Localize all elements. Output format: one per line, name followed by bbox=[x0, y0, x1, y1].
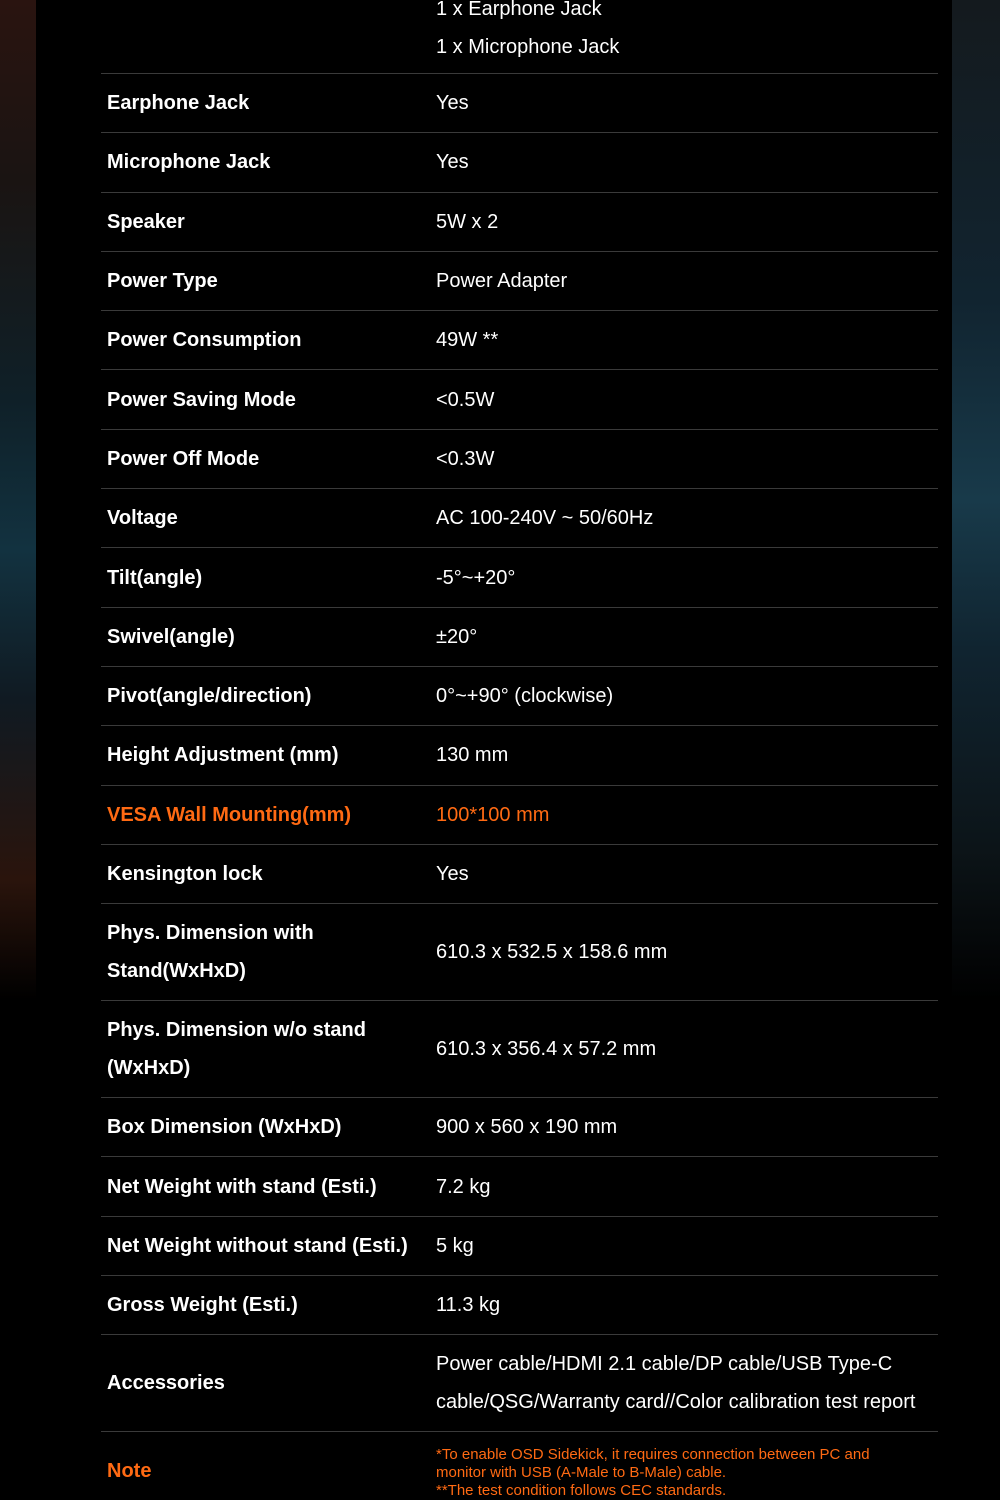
spec-label: Phys. Dimension with Stand(WxHxD) bbox=[107, 922, 314, 983]
spec-row-note bbox=[101, 1432, 938, 1500]
spec-value: <0.5W bbox=[436, 388, 495, 411]
spec-row-swivel bbox=[101, 608, 938, 667]
spec-row-vesa-wall-mounting bbox=[101, 786, 938, 845]
spec-value: 5 kg bbox=[436, 1234, 474, 1257]
background-glow-right bbox=[952, 0, 1000, 1000]
spec-label: Speaker bbox=[107, 210, 185, 233]
spec-value bbox=[436, 0, 938, 66]
spec-row-height-adjustment bbox=[101, 726, 938, 785]
spec-label: Power Type bbox=[107, 270, 218, 293]
spec-value: Yes bbox=[436, 863, 469, 885]
spec-row-box-dimension bbox=[101, 1098, 938, 1157]
spec-row-dimension-with-stand bbox=[101, 904, 938, 1001]
spec-label: Power Consumption bbox=[107, 329, 302, 352]
spec-value: 900 x 560 x 190 mm bbox=[436, 1116, 618, 1139]
spec-value: 49W ** bbox=[436, 329, 499, 352]
spec-value: 5W x 2 bbox=[436, 210, 499, 233]
spec-value: 610.3 x 356.4 x 57.2 mm bbox=[436, 1038, 657, 1061]
spec-row-dimension-without-stand bbox=[101, 1001, 938, 1098]
spec-row-net-weight-with-stand bbox=[101, 1157, 938, 1216]
spec-value-line: 1 x Microphone Jack bbox=[436, 36, 620, 58]
spec-label: Earphone Jack bbox=[107, 92, 250, 115]
spec-row-earphone-jack bbox=[101, 74, 938, 133]
spec-value: <0.3W bbox=[436, 447, 495, 470]
note-line: monitor with USB (A-Male to B-Male) cable. bbox=[436, 1464, 727, 1482]
spec-label: Net Weight without stand (Esti.) bbox=[107, 1234, 408, 1257]
spec-label: Power Saving Mode bbox=[107, 388, 296, 411]
spec-label: Microphone Jack bbox=[107, 151, 271, 174]
spec-row-power-saving-mode bbox=[101, 370, 938, 429]
spec-value: 7.2 kg bbox=[436, 1175, 491, 1198]
note-text bbox=[436, 1432, 938, 1500]
spec-value: Power Adapter bbox=[436, 270, 568, 293]
spec-label: Box Dimension (WxHxD) bbox=[107, 1116, 342, 1139]
spec-label: Voltage bbox=[107, 507, 178, 530]
spec-value: 11.3 kg bbox=[436, 1294, 501, 1317]
spec-value: ±20° bbox=[436, 625, 478, 648]
spec-value: 0°~+90° (clockwise) bbox=[436, 685, 614, 708]
spec-row-voltage bbox=[101, 489, 938, 548]
spec-label: VESA Wall Mounting(mm) bbox=[107, 803, 352, 826]
spec-label: Height Adjustment (mm) bbox=[107, 744, 339, 767]
spec-row-audio-jacks-partial bbox=[101, 0, 938, 74]
spec-label: Power Off Mode bbox=[107, 447, 260, 470]
spec-value: 100*100 mm bbox=[436, 803, 550, 826]
spec-row-tilt bbox=[101, 548, 938, 607]
spec-value: Yes bbox=[436, 151, 469, 174]
spec-label: Pivot(angle/direction) bbox=[107, 685, 312, 708]
spec-label: Gross Weight (Esti.) bbox=[107, 1294, 298, 1317]
spec-row-accessories bbox=[101, 1335, 938, 1432]
spec-value: 130 mm bbox=[436, 744, 509, 767]
spec-label: Kensington lock bbox=[107, 863, 263, 885]
note-line: *To enable OSD Sidekick, it requires connection between PC and bbox=[436, 1446, 870, 1464]
background-glow-left bbox=[0, 0, 40, 1000]
spec-row-pivot bbox=[101, 667, 938, 726]
note-line: **The test condition follows CEC standards. bbox=[436, 1482, 727, 1500]
spec-value-line: 1 x Earphone Jack bbox=[436, 0, 602, 20]
spec-row-kensington-lock bbox=[101, 845, 938, 904]
spec-row-net-weight-without-stand bbox=[101, 1217, 938, 1276]
spec-row-gross-weight bbox=[101, 1276, 938, 1335]
spec-table bbox=[101, 0, 938, 1500]
spec-value: AC 100-240V ~ 50/60Hz bbox=[436, 507, 654, 530]
spec-value: -5°~+20° bbox=[436, 566, 516, 589]
spec-row-speaker bbox=[101, 193, 938, 252]
note-label: Note bbox=[107, 1460, 152, 1483]
spec-row-power-off-mode bbox=[101, 430, 938, 489]
spec-value: 610.3 x 532.5 x 158.6 mm bbox=[436, 941, 668, 964]
spec-value: Yes bbox=[436, 92, 469, 115]
spec-row-power-consumption bbox=[101, 311, 938, 370]
spec-label: Accessories bbox=[107, 1372, 225, 1395]
spec-row-power-type bbox=[101, 252, 938, 311]
spec-label: Phys. Dimension w/o stand (WxHxD) bbox=[107, 1019, 366, 1080]
spec-value: Power cable/HDMI 2.1 cable/DP cable/USB Type-C cable/QSG/Warranty card//Color calibration test report bbox=[436, 1353, 916, 1414]
spec-label: Net Weight with stand (Esti.) bbox=[107, 1175, 377, 1198]
spec-label: Tilt(angle) bbox=[107, 566, 203, 589]
spec-row-microphone-jack bbox=[101, 133, 938, 192]
spec-label: Swivel(angle) bbox=[107, 625, 235, 648]
